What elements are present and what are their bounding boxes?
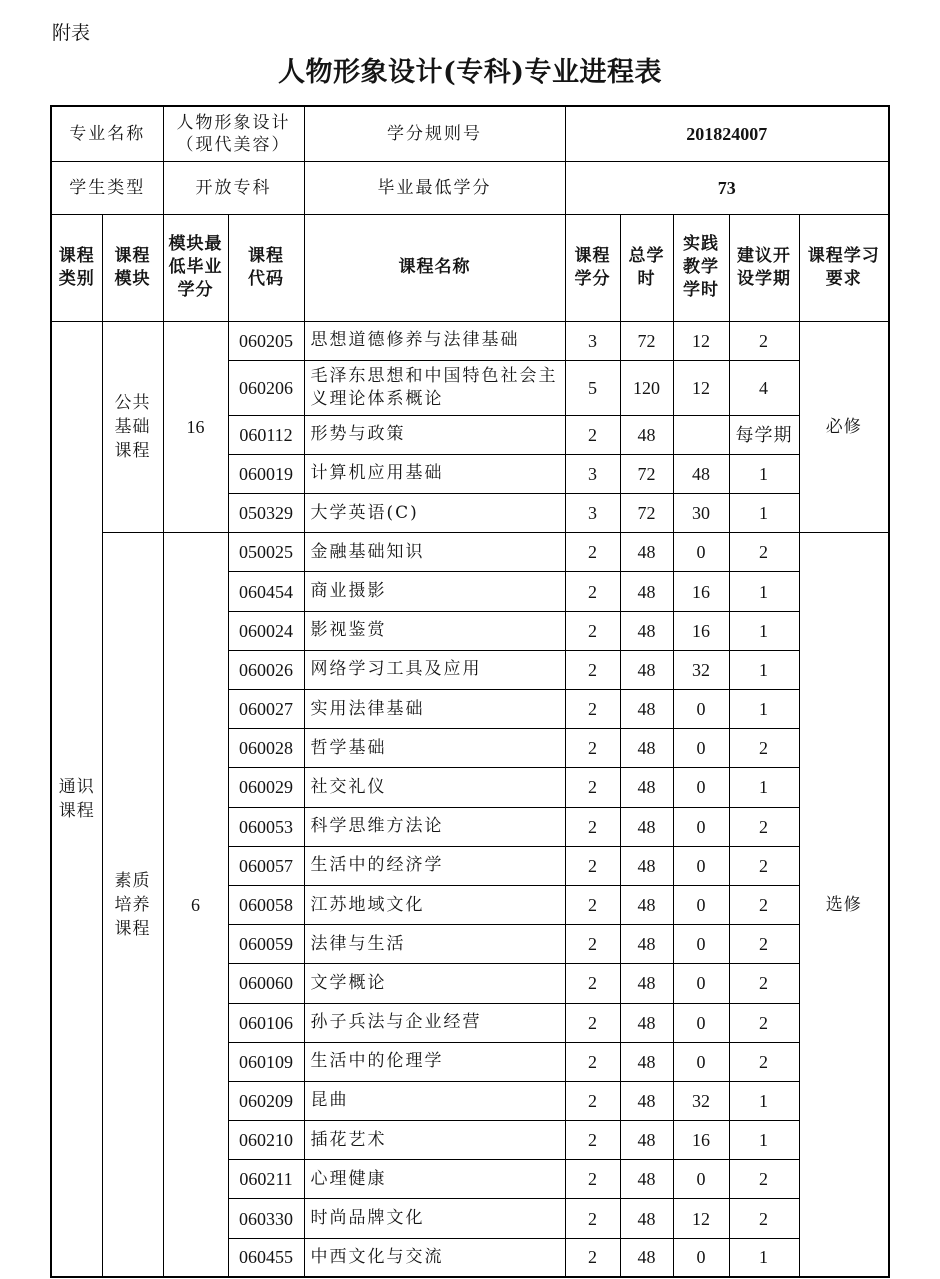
course-total-hours-cell: 48 (620, 1081, 673, 1120)
course-name-cell: 科学思维方法论 (304, 807, 565, 846)
course-code-cell: 050329 (228, 494, 304, 533)
credit-rule-label: 学分规则号 (304, 106, 565, 161)
course-name-cell: 生活中的伦理学 (304, 1042, 565, 1081)
table-header-section (51, 106, 889, 321)
student-type-row (51, 161, 889, 214)
student-type-label: 学生类型 (51, 161, 163, 214)
course-total-hours-cell: 48 (620, 533, 673, 572)
course-total-hours-cell: 48 (620, 1121, 673, 1160)
course-practice-hours-cell: 0 (673, 690, 729, 729)
course-practice-hours-cell: 0 (673, 846, 729, 885)
course-term-cell: 1 (729, 572, 799, 611)
course-total-hours-cell: 48 (620, 768, 673, 807)
course-credits-cell: 5 (565, 360, 620, 415)
course-practice-hours-cell: 0 (673, 925, 729, 964)
course-term-cell: 1 (729, 690, 799, 729)
course-total-hours-cell: 48 (620, 572, 673, 611)
course-code-cell: 060024 (228, 611, 304, 650)
course-term-cell: 1 (729, 1121, 799, 1160)
column-header-code: 课程 代码 (228, 214, 304, 321)
course-practice-hours-cell: 0 (673, 807, 729, 846)
course-practice-hours-cell: 32 (673, 1081, 729, 1120)
course-practice-hours-cell: 12 (673, 321, 729, 360)
course-credits-cell: 3 (565, 454, 620, 493)
course-row (51, 533, 889, 572)
course-credits-cell: 2 (565, 1199, 620, 1238)
course-code-cell: 060205 (228, 321, 304, 360)
course-name-cell: 心理健康 (304, 1160, 565, 1199)
course-name-cell: 哲学基础 (304, 729, 565, 768)
course-list (51, 321, 889, 1277)
course-term-cell: 2 (729, 846, 799, 885)
course-credits-cell: 2 (565, 572, 620, 611)
course-code-cell: 060057 (228, 846, 304, 885)
course-total-hours-cell: 48 (620, 1160, 673, 1199)
column-header-term: 建议开 设学期 (729, 214, 799, 321)
course-total-hours-cell: 48 (620, 611, 673, 650)
column-header-row (51, 214, 889, 321)
course-code-cell: 060028 (228, 729, 304, 768)
course-name-cell: 昆曲 (304, 1081, 565, 1120)
course-practice-hours-cell: 0 (673, 768, 729, 807)
course-credits-cell: 3 (565, 494, 620, 533)
course-total-hours-cell: 48 (620, 415, 673, 454)
course-practice-hours-cell: 32 (673, 650, 729, 689)
course-code-cell: 060206 (228, 360, 304, 415)
course-total-hours-cell: 48 (620, 846, 673, 885)
page-title: 人物形象设计(专科)专业进程表 (277, 57, 663, 88)
course-term-cell: 2 (729, 807, 799, 846)
course-term-cell: 1 (729, 1238, 799, 1277)
course-code-cell: 050025 (228, 533, 304, 572)
course-total-hours-cell: 48 (620, 1199, 673, 1238)
column-header-credits: 课程 学分 (565, 214, 620, 321)
course-term-cell: 每学期 (729, 415, 799, 454)
course-name-cell: 形势与政策 (304, 415, 565, 454)
course-term-cell: 2 (729, 533, 799, 572)
course-total-hours-cell: 48 (620, 964, 673, 1003)
course-credits-cell: 3 (565, 321, 620, 360)
course-credits-cell: 2 (565, 690, 620, 729)
course-name-cell: 网络学习工具及应用 (304, 650, 565, 689)
course-name-cell: 法律与生活 (304, 925, 565, 964)
course-total-hours-cell: 48 (620, 690, 673, 729)
course-practice-hours-cell: 0 (673, 1160, 729, 1199)
course-practice-hours-cell: 0 (673, 1042, 729, 1081)
course-code-cell: 060455 (228, 1238, 304, 1277)
course-total-hours-cell: 72 (620, 454, 673, 493)
course-name-cell: 实用法律基础 (304, 690, 565, 729)
course-total-hours-cell: 48 (620, 1238, 673, 1277)
course-code-cell: 060210 (228, 1121, 304, 1160)
course-name-cell: 社交礼仪 (304, 768, 565, 807)
course-total-hours-cell: 72 (620, 321, 673, 360)
program-schedule-table (50, 105, 890, 1278)
course-requirement-cell: 必修 (799, 321, 889, 533)
course-code-cell: 060058 (228, 885, 304, 924)
course-term-cell: 1 (729, 494, 799, 533)
course-requirement-cell: 选修 (799, 533, 889, 1278)
course-term-cell: 2 (729, 321, 799, 360)
course-credits-cell: 2 (565, 1081, 620, 1120)
course-code-cell: 060454 (228, 572, 304, 611)
course-practice-hours-cell: 0 (673, 964, 729, 1003)
course-term-cell: 1 (729, 650, 799, 689)
appendix-label: 附表 (52, 22, 91, 44)
course-name-cell: 生活中的经济学 (304, 846, 565, 885)
course-credits-cell: 2 (565, 1160, 620, 1199)
course-practice-hours-cell: 0 (673, 729, 729, 768)
course-code-cell: 060211 (228, 1160, 304, 1199)
course-credits-cell: 2 (565, 650, 620, 689)
course-practice-hours-cell: 12 (673, 360, 729, 415)
min-graduation-credits-value: 73 (565, 161, 889, 214)
course-code-cell: 060106 (228, 1003, 304, 1042)
course-code-cell: 060019 (228, 454, 304, 493)
course-credits-cell: 2 (565, 415, 620, 454)
column-header-total-hours: 总学 时 (620, 214, 673, 321)
course-term-cell: 2 (729, 964, 799, 1003)
course-total-hours-cell: 48 (620, 885, 673, 924)
course-term-cell: 1 (729, 1081, 799, 1120)
course-credits-cell: 2 (565, 925, 620, 964)
course-total-hours-cell: 120 (620, 360, 673, 415)
course-name-cell: 影视鉴赏 (304, 611, 565, 650)
course-name-cell: 孙子兵法与企业经营 (304, 1003, 565, 1042)
course-name-cell: 中西文化与交流 (304, 1238, 565, 1277)
column-header-practice-hours: 实践 教学 学时 (673, 214, 729, 321)
credit-rule-value: 201824007 (565, 106, 889, 161)
course-module-cell: 素质 培养 课程 (102, 533, 163, 1278)
course-credits-cell: 2 (565, 964, 620, 1003)
course-term-cell: 1 (729, 611, 799, 650)
course-credits-cell: 2 (565, 1042, 620, 1081)
column-header-name: 课程名称 (304, 214, 565, 321)
course-code-cell: 060053 (228, 807, 304, 846)
course-code-cell: 060209 (228, 1081, 304, 1120)
course-term-cell: 2 (729, 1042, 799, 1081)
course-practice-hours-cell: 0 (673, 885, 729, 924)
min-graduation-credits-label: 毕业最低学分 (304, 161, 565, 214)
course-term-cell: 2 (729, 1160, 799, 1199)
course-name-cell: 时尚品牌文化 (304, 1199, 565, 1238)
column-header-requirement: 课程学习 要求 (799, 214, 889, 321)
major-info-row (51, 106, 889, 161)
course-name-cell: 毛泽东思想和中国特色社会主义理论体系概论 (304, 360, 565, 415)
course-term-cell: 2 (729, 1003, 799, 1042)
course-code-cell: 060027 (228, 690, 304, 729)
module-min-credits-cell: 16 (163, 321, 228, 533)
course-practice-hours-cell: 16 (673, 572, 729, 611)
course-total-hours-cell: 48 (620, 729, 673, 768)
course-credits-cell: 2 (565, 1121, 620, 1160)
course-code-cell: 060029 (228, 768, 304, 807)
course-code-cell: 060060 (228, 964, 304, 1003)
course-term-cell: 2 (729, 1199, 799, 1238)
course-total-hours-cell: 72 (620, 494, 673, 533)
course-practice-hours-cell: 16 (673, 611, 729, 650)
course-practice-hours-cell (673, 415, 729, 454)
course-module-cell: 公共 基础 课程 (102, 321, 163, 533)
course-term-cell: 2 (729, 729, 799, 768)
course-code-cell: 060112 (228, 415, 304, 454)
course-credits-cell: 2 (565, 807, 620, 846)
course-term-cell: 1 (729, 454, 799, 493)
course-term-cell: 2 (729, 925, 799, 964)
course-category-cell: 通识 课程 (51, 321, 102, 1277)
course-name-cell: 文学概论 (304, 964, 565, 1003)
column-header-module: 课程 模块 (102, 214, 163, 321)
course-practice-hours-cell: 0 (673, 1003, 729, 1042)
course-code-cell: 060026 (228, 650, 304, 689)
major-value: 人物形象设计 （现代美容） (163, 106, 304, 161)
student-type-value: 开放专科 (163, 161, 304, 214)
column-header-category: 课程 类别 (51, 214, 102, 321)
course-term-cell: 4 (729, 360, 799, 415)
course-code-cell: 060109 (228, 1042, 304, 1081)
course-total-hours-cell: 48 (620, 807, 673, 846)
course-code-cell: 060059 (228, 925, 304, 964)
course-name-cell: 插花艺术 (304, 1121, 565, 1160)
course-total-hours-cell: 48 (620, 925, 673, 964)
course-practice-hours-cell: 12 (673, 1199, 729, 1238)
course-name-cell: 计算机应用基础 (304, 454, 565, 493)
course-credits-cell: 2 (565, 885, 620, 924)
course-name-cell: 思想道德修养与法律基础 (304, 321, 565, 360)
course-credits-cell: 2 (565, 1238, 620, 1277)
course-name-cell: 江苏地域文化 (304, 885, 565, 924)
schedule-table-container (48, 104, 892, 1279)
course-credits-cell: 2 (565, 1003, 620, 1042)
module-min-credits-cell: 6 (163, 533, 228, 1278)
course-practice-hours-cell: 16 (673, 1121, 729, 1160)
course-credits-cell: 2 (565, 846, 620, 885)
course-name-cell: 金融基础知识 (304, 533, 565, 572)
major-label: 专业名称 (51, 106, 163, 161)
course-row (51, 321, 889, 360)
course-term-cell: 2 (729, 885, 799, 924)
course-total-hours-cell: 48 (620, 1003, 673, 1042)
course-practice-hours-cell: 30 (673, 494, 729, 533)
course-total-hours-cell: 48 (620, 1042, 673, 1081)
course-code-cell: 060330 (228, 1199, 304, 1238)
course-practice-hours-cell: 0 (673, 1238, 729, 1277)
course-credits-cell: 2 (565, 533, 620, 572)
course-name-cell: 大学英语(C) (304, 494, 565, 533)
course-credits-cell: 2 (565, 611, 620, 650)
column-header-module-min-credits: 模块最 低毕业 学分 (163, 214, 228, 321)
course-name-cell: 商业摄影 (304, 572, 565, 611)
course-credits-cell: 2 (565, 768, 620, 807)
course-credits-cell: 2 (565, 729, 620, 768)
course-practice-hours-cell: 48 (673, 454, 729, 493)
course-total-hours-cell: 48 (620, 650, 673, 689)
course-practice-hours-cell: 0 (673, 533, 729, 572)
course-term-cell: 1 (729, 768, 799, 807)
